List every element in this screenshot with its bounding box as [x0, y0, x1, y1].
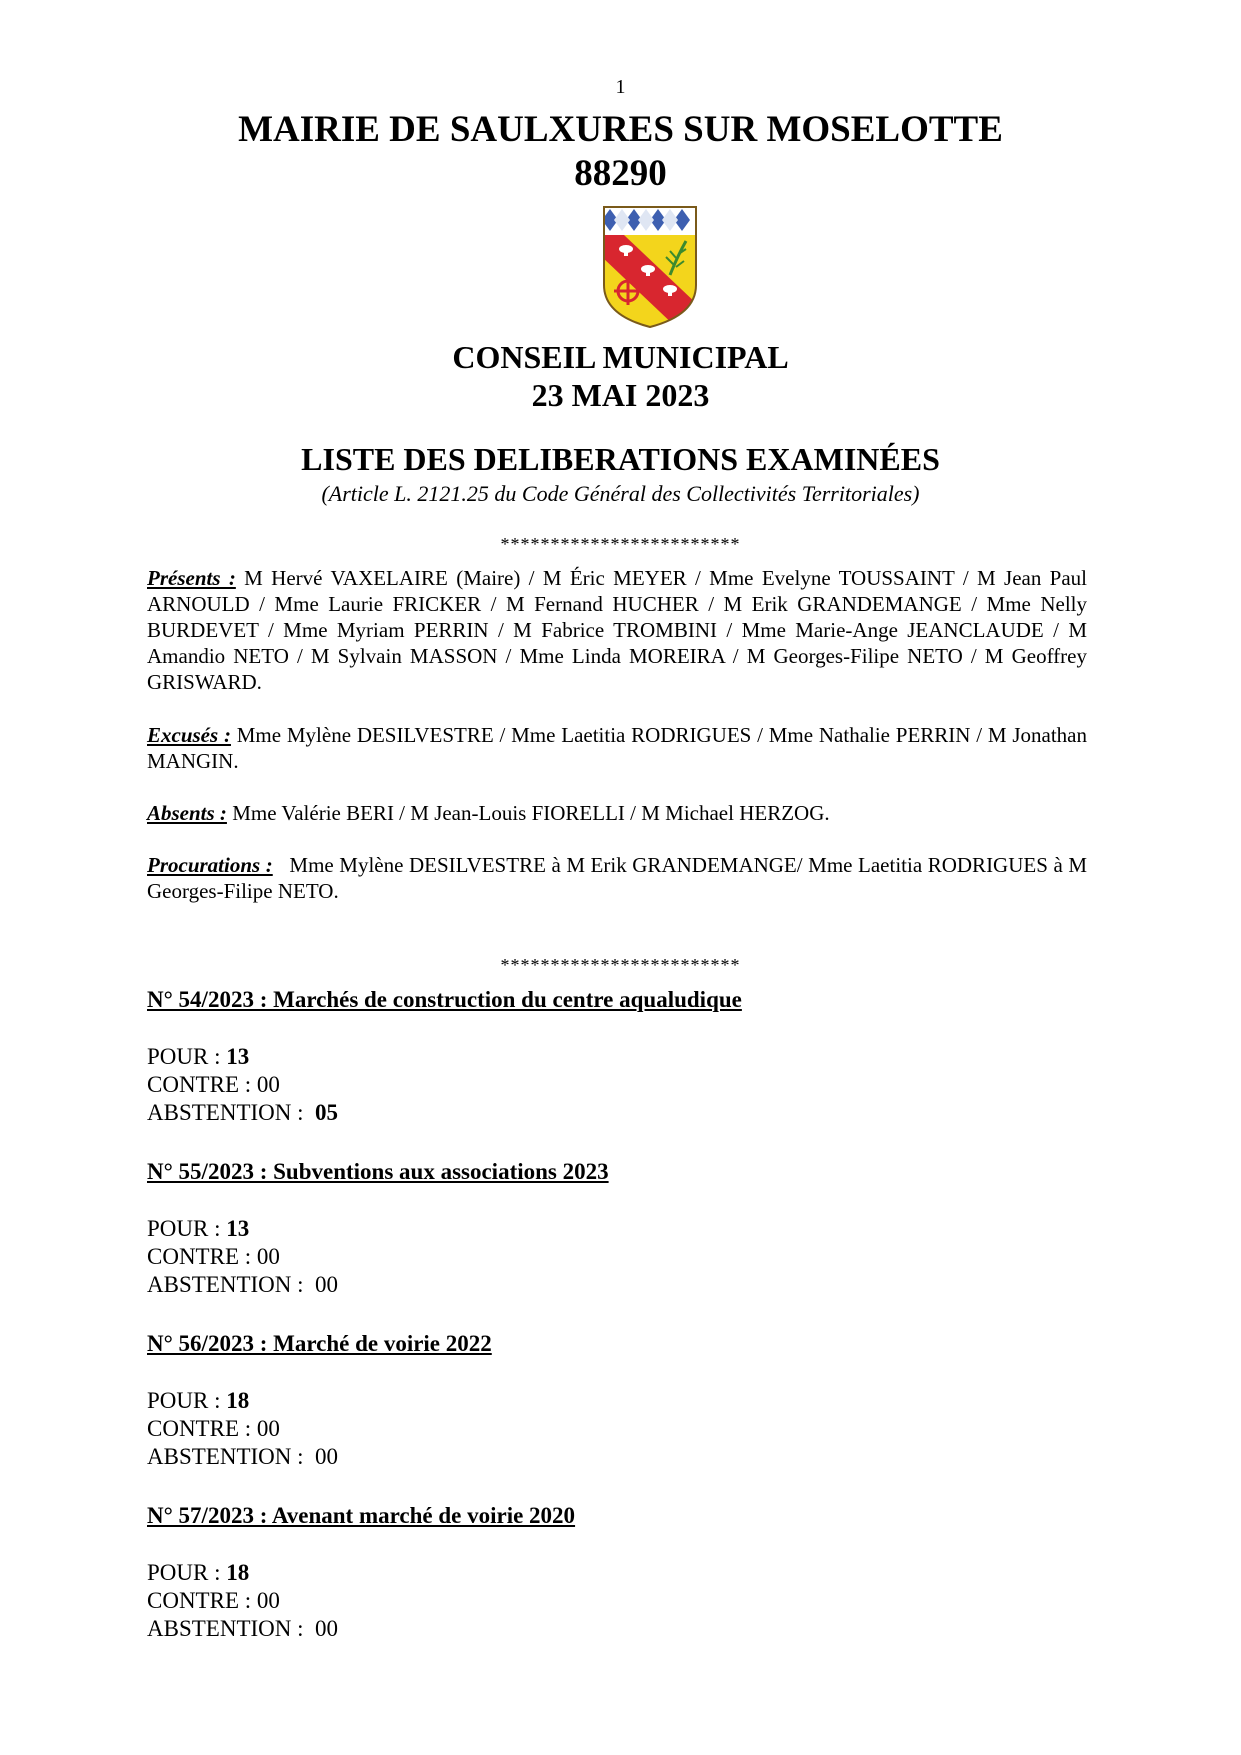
deliberation-title: N° 54/2023 : Marchés de construction du centre aqualudique [147, 987, 742, 1012]
vote-label: CONTRE : [147, 1072, 257, 1097]
vote-contre [147, 1415, 280, 1443]
vote-contre [147, 1243, 280, 1271]
absents-text: Mme Valérie BERI / M Jean-Louis FIORELLI / M Michael HERZOG. [226, 801, 830, 825]
vote-value: 18 [226, 1388, 250, 1413]
vote-pour [147, 1043, 249, 1071]
excuses-paragraph [147, 722, 1087, 774]
vote-label: POUR : [147, 1044, 227, 1069]
vote-label: POUR : [147, 1560, 227, 1585]
vote-contre [147, 1071, 280, 1099]
vote-label: CONTRE : [147, 1588, 257, 1613]
vote-label: CONTRE : [147, 1244, 257, 1269]
separator-stars: ************************ [500, 955, 741, 975]
procurations-paragraph [147, 852, 1093, 904]
vote-label: POUR : [147, 1216, 227, 1241]
excuses-label: Excusés : [147, 723, 231, 747]
vote-pour [147, 1387, 249, 1415]
list-title: LISTE DES DELIBERATIONS EXAMINÉES [301, 441, 940, 477]
vote-value: 00 [256, 1244, 280, 1269]
vote-label: ABSTENTION : [147, 1616, 316, 1641]
vote-value: 05 [315, 1100, 339, 1125]
vote-abstention [147, 1271, 338, 1299]
vote-abstention [147, 1099, 338, 1127]
vote-contre [147, 1587, 280, 1615]
vote-label: POUR : [147, 1388, 227, 1413]
procurations-label: Procurations : [147, 853, 273, 877]
vote-label: CONTRE : [147, 1416, 257, 1441]
vote-abstention [147, 1443, 338, 1471]
deliberation-title: N° 55/2023 : Subventions aux associations 2023 [147, 1159, 609, 1184]
vote-value: 00 [256, 1588, 280, 1613]
coat-of-arms-icon [602, 205, 698, 329]
vote-value: 00 [315, 1272, 339, 1297]
vote-value: 00 [315, 1444, 339, 1469]
vote-value: 13 [226, 1044, 250, 1069]
vote-label: ABSTENTION : [147, 1444, 316, 1469]
procurations-text: Mme Mylène DESILVESTRE à M Erik GRANDEMANGE/ Mme Laetitia RODRIGUES à M Georges-Filipe NETO. [147, 853, 1093, 903]
vote-label: ABSTENTION : [147, 1100, 316, 1125]
vote-value: 18 [226, 1560, 250, 1585]
separator-stars: ************************ [500, 534, 741, 554]
mairie-title: MAIRIE DE SAULXURES SUR MOSELOTTE [238, 109, 1003, 150]
presents-text: M Hervé VAXELAIRE (Maire) / M Éric MEYER / Mme Evelyne TOUSSAINT / M Jean Paul ARNOULD / Mme Laurie FRICKER / M Fernand HUCHER / M Erik GRANDEMANGE / Mme Nelly BURDEVET / Mme Myriam PERRIN / M Fabrice TROMBINI / Mme Marie-Ange JEANCLAUDE / M Amandio NETO / M Sylvain MASSON / Mme Linda MOREIRA / M Georges-Filipe NETO / M Geoffrey GRISWARD. [147, 566, 1088, 694]
deliberation-title: N° 56/2023 : Marché de voirie 2022 [147, 1331, 492, 1356]
vote-value: 00 [256, 1072, 280, 1097]
presents-paragraph [147, 565, 1087, 695]
vote-pour [147, 1559, 249, 1587]
presents-label: Présents : [147, 566, 236, 590]
absents-label: Absents : [147, 801, 227, 825]
page-number: 1 [615, 76, 626, 98]
vote-abstention [147, 1615, 338, 1643]
postal-code: 88290 [574, 153, 667, 194]
vote-pour [147, 1215, 249, 1243]
vote-value: 13 [226, 1216, 250, 1241]
deliberation-title: N° 57/2023 : Avenant marché de voirie 2020 [147, 1503, 576, 1528]
excuses-text: Mme Mylène DESILVESTRE / Mme Laetitia RODRIGUES / Mme Nathalie PERRIN / M Jonathan MANGIN. [147, 723, 1087, 773]
council-date: 23 MAI 2023 [531, 377, 710, 413]
council-title: CONSEIL MUNICIPAL [452, 339, 789, 375]
vote-label: ABSTENTION : [147, 1272, 316, 1297]
vote-value: 00 [256, 1416, 280, 1441]
vote-value: 00 [315, 1616, 339, 1641]
absents-paragraph [147, 800, 1087, 826]
article-reference: (Article L. 2121.25 du Code Général des Collectivités Territoriales) [321, 481, 920, 506]
